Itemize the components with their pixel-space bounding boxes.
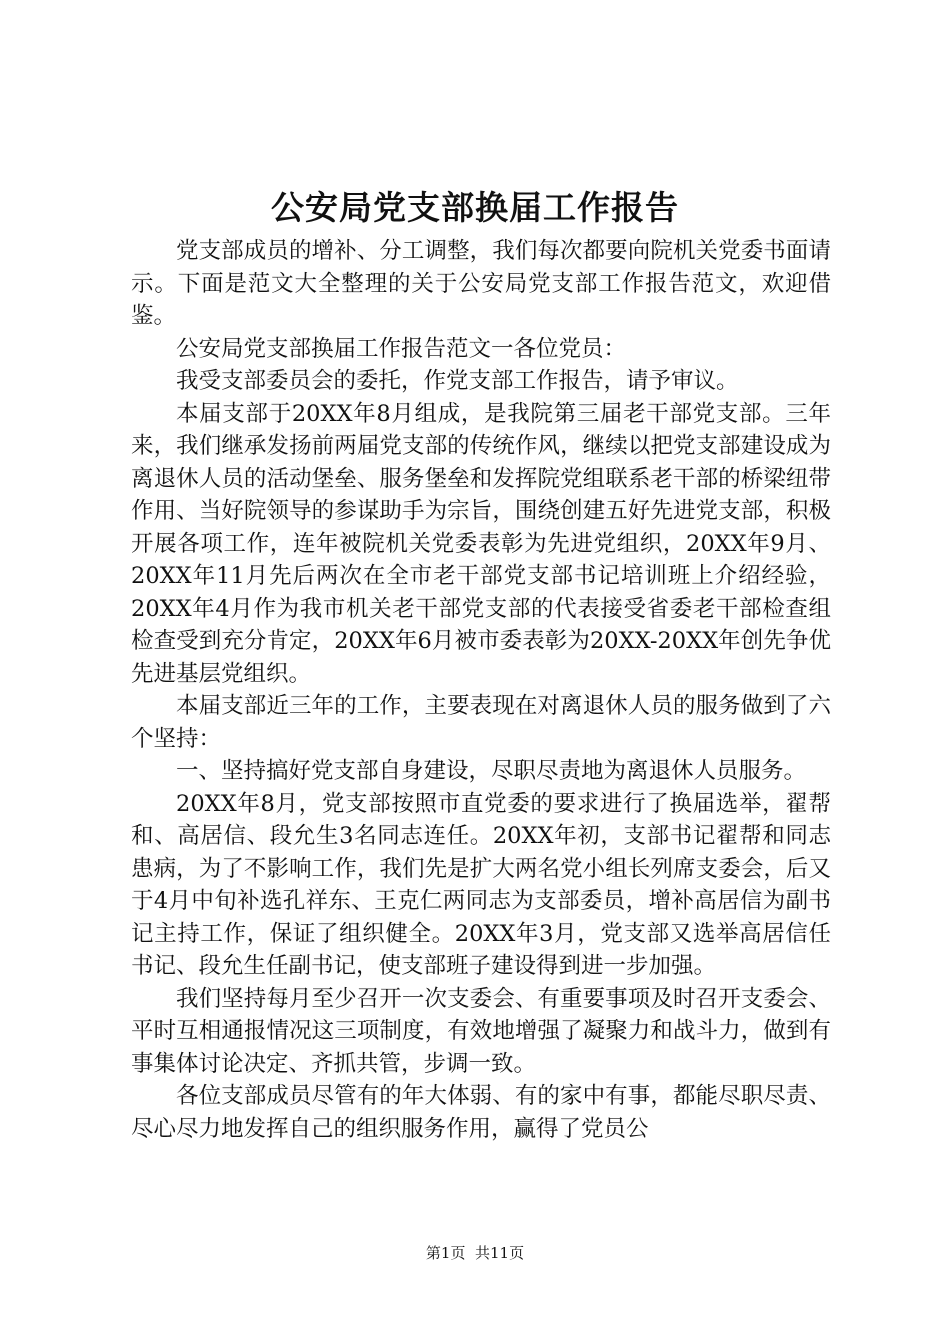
page-footer (0, 1243, 950, 1263)
document-body (131, 235, 831, 1145)
page-total: 共11页 (475, 1244, 525, 1262)
paragraph: 本届支部于20XX年8月组成，是我院第三届老干部党支部。三年来，我们继承发扬前两届党支部的传统作风，继续以把党支部建设成为离退休人员的活动堡垒、服务堡垒和发挥院党组联系老干部的桥梁纽带作用、当好院领导的参谋助手为宗旨，围绕创建五好先进党支部，积极开展各项工作，连年被院机关党委表彰为先进党组织，20XX年9月、20XX年11月先后两次在全市老干部党支部书记培训班上介绍经验，20XX年4月作为我市机关老干部党支部的代表接受省委老干部检查组检查受到充分肯定，20XX年6月被市委表彰为20XX-20XX年创先争优先进基层党组织。 (131, 400, 831, 687)
paragraph: 本届支部近三年的工作，主要表现在对离退休人员的服务做到了六个坚持： (131, 693, 831, 752)
paragraph: 一、坚持搞好党支部自身建设，尽职尽责地为离退休人员服务。 (176, 758, 807, 784)
document-title: 公安局党支部换届工作报告 (271, 188, 679, 227)
paragraph: 我们坚持每月至少召开一次支委会、有重要事项及时召开支委会、平时互相通报情况这三项制度，有效地增强了凝聚力和战斗力，做到有事集体讨论决定、齐抓共管，步调一致。 (131, 985, 831, 1077)
paragraph: 我受支部委员会的委托，作党支部工作报告，请予审议。 (176, 368, 739, 394)
paragraph: 党支部成员的增补、分工调整，我们每次都要向院机关党委书面请示。下面是范文大全整理的关于公安局党支部工作报告范文，欢迎借鉴。 (131, 238, 831, 329)
footer-separator (465, 1244, 475, 1262)
page-number: 第1页 (425, 1244, 466, 1262)
paragraph: 各位支部成员尽管有的年大体弱、有的家中有事，都能尽职尽责、尽心尽力地发挥自己的组织服务作用，赢得了党员公 (131, 1083, 831, 1142)
paragraph: 20XX年8月，党支部按照市直党委的要求进行了换届选举，翟帮和、高居信、段允生3名同志连任。20XX年初，支部书记翟帮和同志患病，为了不影响工作，我们先是扩大两名党小组长列席支委会，后又于4月中旬补选孔祥东、王克仁两同志为支部委员，增补高居信为副书记主持工作，保证了组织健全。20XX年3月，党支部又选举高居信任书记、段允生任副书记，使支部班子建设得到进一步加强。 (131, 790, 831, 979)
paragraph: 公安局党支部换届工作报告范文一各位党员： (176, 335, 627, 362)
